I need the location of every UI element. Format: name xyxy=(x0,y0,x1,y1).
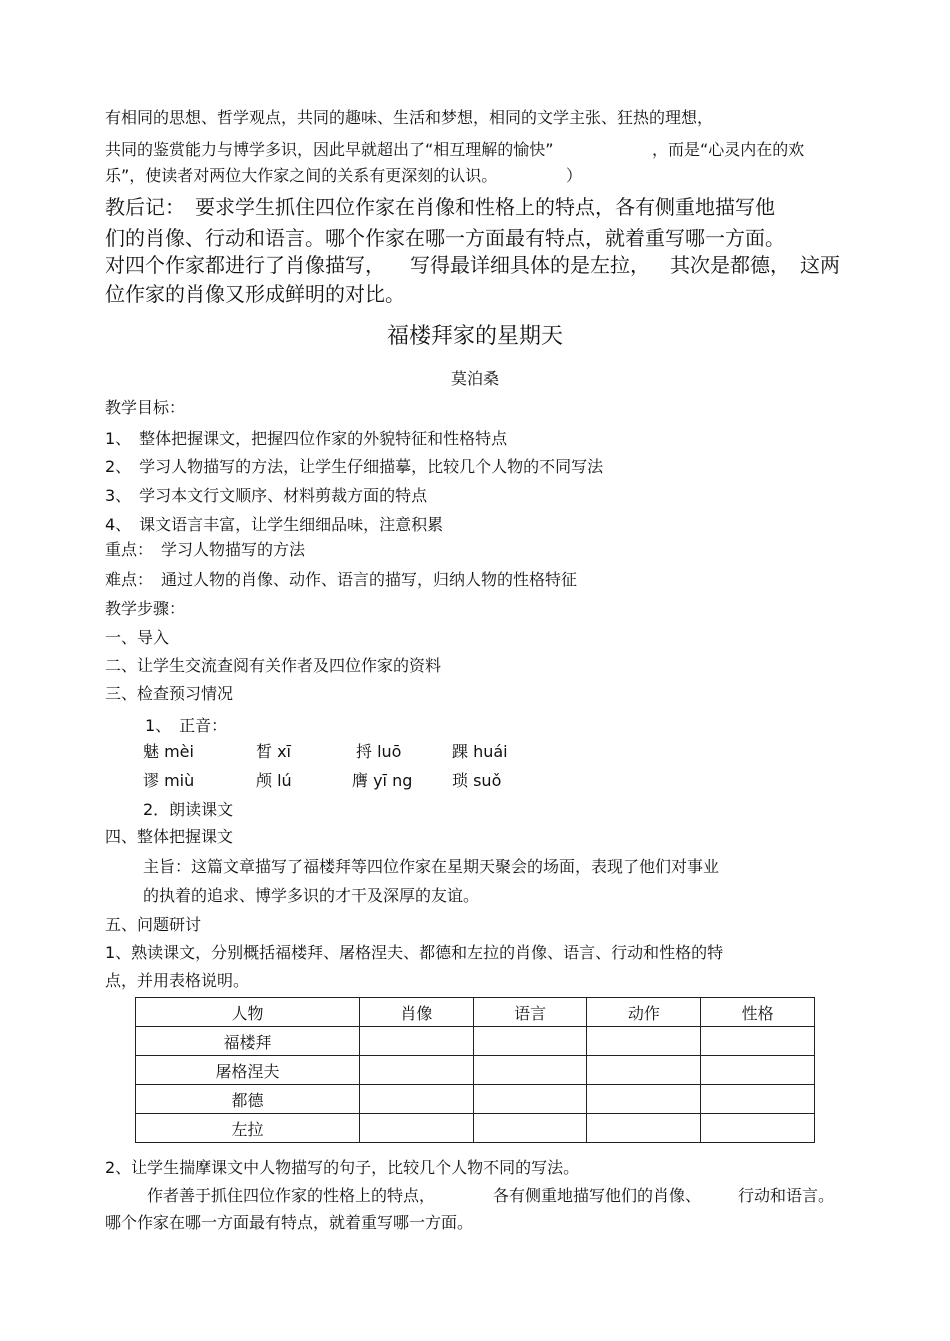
afterword-line-3a: 对四个作家都进行了肖像描写， xyxy=(105,253,385,277)
step-item: 一、导入 xyxy=(105,628,170,647)
table-cell xyxy=(360,1085,474,1114)
pronunciation-item: 膺 yī ng xyxy=(352,771,413,790)
afterword-line-2: 们的肖像、行动和语言。哪个作家在哪一方面最有特点，就着重写哪一方面。 xyxy=(105,226,785,250)
theme-line-1: 主旨：这篇文章描写了福楼拜等四位作家在星期天聚会的场面，表现了他们对事业 xyxy=(143,857,720,876)
table-cell xyxy=(473,1114,587,1143)
answer-line-2: 哪个作家在哪一方面最有特点，就着重写哪一方面。 xyxy=(105,1213,474,1232)
pronunciation-item: 琐 suǒ xyxy=(452,771,502,790)
table-header: 肖像 xyxy=(360,998,474,1027)
intro-line-3b: ） xyxy=(566,166,583,185)
table-cell xyxy=(587,1114,701,1143)
author-name: 莫泊桑 xyxy=(450,369,499,388)
table-cell xyxy=(587,1056,701,1085)
key-point: 重点： 学习人物描写的方法 xyxy=(105,540,306,559)
table-header: 语言 xyxy=(473,998,587,1027)
goal-item: 1、 整体把握课文，把握四位作家的外貌特征和性格特点 xyxy=(105,429,508,448)
pronunciation-item: 魅 mèi xyxy=(143,742,194,761)
table-header-row xyxy=(136,998,815,1027)
intro-line-1: 有相同的思想、哲学观点，共同的趣味、生活和梦想，相同的文学主张、狂热的理想， xyxy=(105,108,714,127)
page-title: 福楼拜家的星期天 xyxy=(386,324,563,349)
pronunciation-heading: 1、 正音： xyxy=(145,716,228,735)
table-cell xyxy=(473,1027,587,1056)
pronunciation-item: 晳 xī xyxy=(256,742,292,761)
pronunciation-item: 捋 luō xyxy=(356,742,402,761)
table-row xyxy=(136,1085,815,1114)
table-cell xyxy=(701,1085,815,1114)
table-row xyxy=(136,1114,815,1143)
table-cell xyxy=(473,1085,587,1114)
step-item: 三、检查预习情况 xyxy=(105,684,234,703)
goal-item: 3、 学习本文行文顺序、材料剪裁方面的特点 xyxy=(105,486,428,505)
pronunciation-item: 踝 huái xyxy=(452,742,508,761)
row-label: 都德 xyxy=(136,1085,360,1114)
row-label: 福楼拜 xyxy=(136,1027,360,1056)
difficulty: 难点： 通过人物的肖像、动作、语言的描写，归纳人物的性格特征 xyxy=(105,570,578,589)
pronunciation-item: 颅 lú xyxy=(256,771,292,790)
goal-item: 4、 课文语言丰富，让学生细细品味，注意积累 xyxy=(105,515,444,534)
step-item: 二、让学生交流查阅有关作者及四位作家的资料 xyxy=(105,656,442,675)
goals-heading: 教学目标： xyxy=(105,398,186,417)
table-cell xyxy=(360,1056,474,1085)
table-cell xyxy=(701,1027,815,1056)
step-item: 五、问题研讨 xyxy=(105,915,202,934)
table-cell xyxy=(701,1056,815,1085)
answer-line-1a: 作者善于抓住四位作家的性格上的特点， xyxy=(147,1186,436,1205)
afterword-line-3d: 这两 xyxy=(800,253,840,277)
read-aloud: 2．朗读课文 xyxy=(143,800,234,819)
intro-line-2a: 共同的鉴赏能力与博学多识，因此早就超出了“相互理解的愉快” xyxy=(105,140,554,159)
table-cell xyxy=(587,1085,701,1114)
table-cell xyxy=(587,1027,701,1056)
intro-line-3a: 乐”，使读者对两位大作家之间的关系有更深刻的认识。 xyxy=(105,166,498,185)
question-1-line-2: 点，并用表格说明。 xyxy=(105,971,250,990)
steps-heading: 教学步骤： xyxy=(105,599,186,618)
theme-line-2: 的执着的追求、博学多识的才干及深厚的友谊。 xyxy=(143,886,480,905)
row-label: 左拉 xyxy=(136,1114,360,1143)
intro-line-2b: ，而是“心灵内在的欢 xyxy=(652,140,805,159)
table-header: 动作 xyxy=(587,998,701,1027)
afterword-line-3c: 其次是都德， xyxy=(670,253,790,277)
question-1-line-1: 1、熟读课文，分别概括福楼拜、屠格涅夫、都德和左拉的肖像、语言、行动和性格的特 xyxy=(105,943,724,962)
pronunciation-item: 谬 miù xyxy=(143,771,195,790)
afterword-line-1: 教后记： 要求学生抓住四位作家在肖像和性格上的特点，各有侧重地描写他 xyxy=(105,195,775,219)
row-label: 屠格涅夫 xyxy=(136,1056,360,1085)
table-cell xyxy=(473,1056,587,1085)
afterword-line-3b: 写得最详细具体的是左拉， xyxy=(410,253,650,277)
question-2: 2、让学生揣摩课文中人物描写的句子，比较几个人物不同的写法。 xyxy=(105,1158,580,1177)
character-table xyxy=(135,997,815,1143)
table-cell xyxy=(360,1027,474,1056)
table-row xyxy=(136,1027,815,1056)
table-row xyxy=(136,1056,815,1085)
table-cell xyxy=(360,1114,474,1143)
goal-item: 2、 学习人物描写的方法，让学生仔细描摹，比较几个人物的不同写法 xyxy=(105,457,604,476)
answer-line-1c: 行动和语言。 xyxy=(738,1186,835,1205)
step-item: 四、整体把握课文 xyxy=(105,827,234,846)
answer-line-1b: 各有侧重地描写他们的肖像、 xyxy=(493,1186,702,1205)
afterword-line-4: 位作家的肖像又形成鲜明的对比。 xyxy=(105,282,405,306)
table-cell xyxy=(701,1114,815,1143)
table-header: 性格 xyxy=(701,998,815,1027)
table-header: 人物 xyxy=(136,998,360,1027)
